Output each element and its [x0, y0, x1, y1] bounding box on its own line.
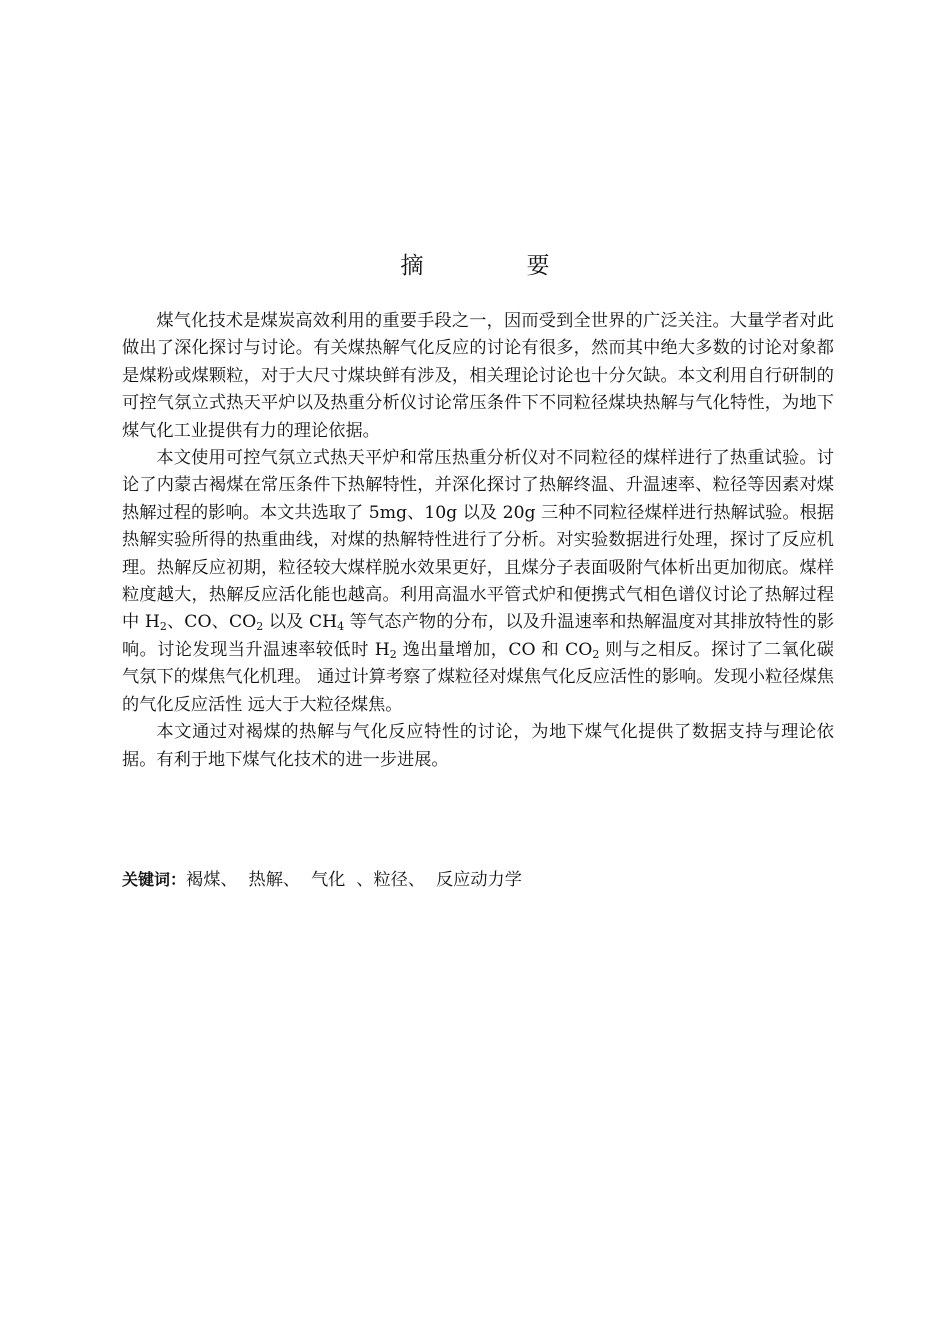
paragraph-2: 本文使用可控气氛立式热天平炉和常压热重分析仪对不同粒径的煤样进行了热重试验。讨论了内蒙古褐煤在常压条件下热解特性，并深化探讨了热解终温、升温速率、粒径等因素对煤热解过程的影响。本文共选取了 5mg、10g 以及 20g 三种不同粒径煤样进行热解试验。根据热解实验所得的热重曲线，对煤的热解特性进行了分析。对实验数据进行处理，探讨了反应机理。热解反应初期，粒径较大煤样脱水效果更好，且煤分子表面吸附气体析出更加彻底。煤样粒度越大，热解反应活化能也越高。利用高温水平管式炉和便携式气相色谱仪讨论了热解过程中 $H_2$、CO、$CO_2$ 以及 $CH_4$ 等气态产物的分布，以及升温速率和热解温度对其排放特性的影响。讨论发现当升温速率较低时 $H_2$ 逸出量增加，CO 和 $CO_2$ 则与之相反。探讨了二氧化碳气氛下的煤焦气化机理。 通过计算考察了煤粒径对煤焦气化反应活性的影响。发现小粒径煤焦的气化反应活性 远大于大粒径煤焦。: [122, 448, 835, 715]
paragraph-3: 本文通过对褐煤的热解与气化反应特性的讨论，为地下煤气化提供了数据支持与理论依据。有利于地下煤气化技术的进一步进展。: [122, 722, 834, 770]
keywords-label: 关键词：: [122, 870, 187, 889]
keywords-line: [122, 868, 834, 892]
paragraph-1: 煤气化技术是煤炭高效利用的重要手段之一，因而受到全世界的广泛关注。大量学者对此做出了深化探讨与讨论。有关煤热解气化反应的讨论有很多，然而其中绝大多数的讨论对象都是煤粉或煤颗粒，对于大尺寸煤块鲜有涉及，相关理论讨论也十分欠缺。本文利用自行研制的可控气氛立式热天平炉以及热重分析仪讨论常压条件下不同粒径煤块热解与气化特性，为地下煤气化工业提供有力的理论依据。: [122, 311, 834, 441]
abstract-title: 摘 要: [400, 253, 590, 279]
abstract-body: [122, 308, 834, 774]
keywords-items: 褐煤、 热解、 气化 、粒径、 反应动力学: [186, 870, 522, 890]
